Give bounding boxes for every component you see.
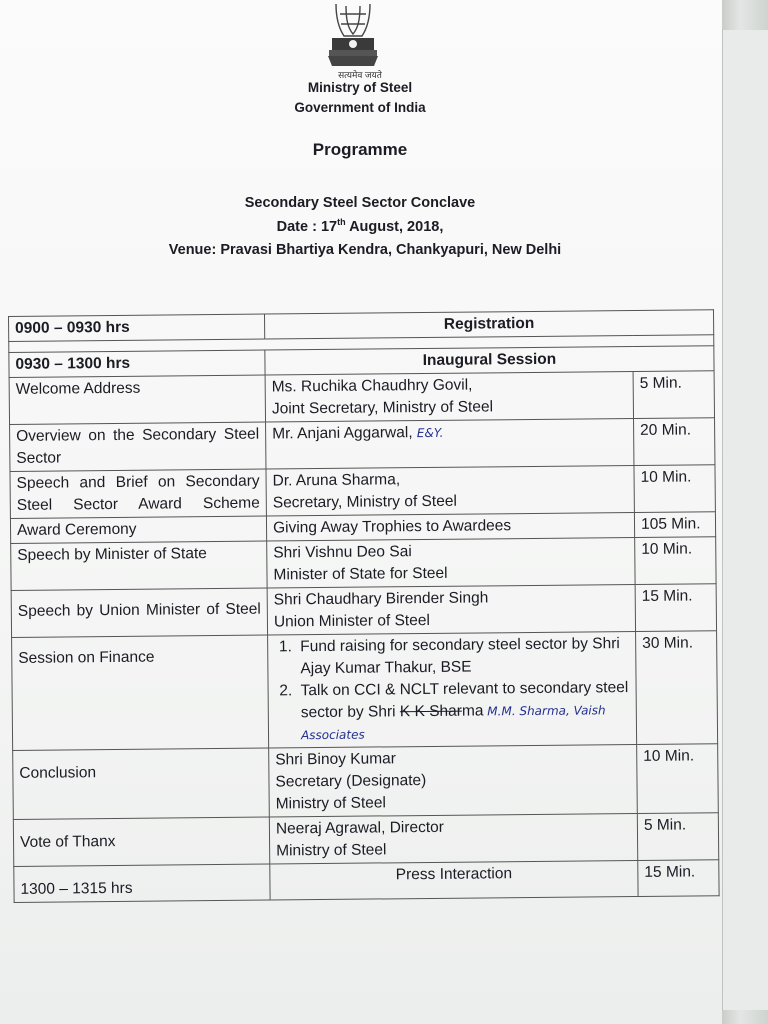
speaker: Shri Binoy Kumar Secretary (Designate) Ministry of Steel (269, 744, 638, 817)
agenda-item: Welcome Address (9, 375, 265, 424)
agenda-item: Speech and Brief on Secondary Steel Sector Award Scheme (10, 469, 266, 518)
press-time: 1300 – 1315 hrs (14, 864, 270, 902)
table-row (10, 465, 715, 519)
finance-point-1: 1. Fund raising for secondary steel sector by Shri Ajay Kumar Thakur, BSE (296, 633, 629, 680)
ministry-name: Ministry of Steel (307, 80, 413, 95)
duration: 15 Min. (635, 584, 716, 632)
table-row (11, 584, 716, 638)
speaker: Ms. Ruchika Chaudhry Govil, Joint Secretary, Ministry of Steel (265, 372, 633, 423)
table-row (13, 813, 718, 867)
press-row (14, 860, 719, 903)
agenda-item: Speech by Union Minister of Steel (11, 588, 267, 637)
event-venue: Venue: Pravasi Bhartiya Kendra, Chankyapuri, New Delhi (168, 242, 562, 258)
duration: 105 Min. (634, 512, 715, 538)
duration: 20 Min. (634, 418, 715, 466)
speaker: Mr. Anjani Aggarwal, E&Y. (266, 419, 634, 470)
agenda-item: Vote of Thanx (13, 817, 269, 866)
inaugural-label: Inaugural Session (265, 346, 714, 375)
page-title: Programme (312, 140, 408, 159)
speaker: Dr. Aruna Sharma, Secretary, Ministry of Steel (266, 465, 634, 516)
speaker: Neeraj Agrawal, Director Ministry of Steel (269, 813, 637, 864)
event-date: Date : 17th August, 2018, (276, 217, 444, 235)
agenda-item: Overview on the Secondary Steel Sector (10, 422, 266, 471)
national-emblem-icon (322, 0, 384, 70)
emblem-motto: सत्यमेव जयते (338, 70, 382, 80)
table-row (9, 371, 714, 425)
speaker: Shri Vishnu Deo Sai Minister of State for Steel (267, 537, 635, 588)
duration: 30 Min. (636, 631, 718, 745)
table-row (13, 744, 719, 820)
registration-time: 0900 – 0930 hrs (9, 314, 265, 341)
duration: 5 Min. (633, 371, 714, 419)
speaker: Giving Away Trophies to Awardees (266, 512, 634, 541)
table-row (11, 537, 716, 591)
duration: 5 Min. (637, 813, 718, 861)
event-name: Secondary Steel Sector Conclave (244, 195, 476, 211)
speaker (268, 631, 637, 748)
inaugural-time: 0930 – 1300 hrs (9, 350, 265, 377)
government-name: Government of India (294, 100, 426, 115)
handwritten-note: E&Y. (416, 425, 444, 441)
duration: 10 Min. (635, 537, 716, 585)
table-row (12, 631, 718, 751)
agenda-item: Session on Finance (12, 635, 269, 750)
agenda-item: Speech by Minister of State (11, 541, 267, 590)
duration: 10 Min. (634, 465, 715, 513)
duration: 10 Min. (637, 744, 719, 814)
speaker: Shri Chaudhary Birender Singh Union Minister of Steel (267, 584, 635, 635)
finance-point-2: 2. Talk on CCI & NCLT relevant to secondary steel sector by Shri K K Sharma M.M. Sharma, Vaish Associates (297, 677, 631, 746)
table-row (10, 418, 715, 472)
registration-label: Registration (264, 310, 713, 339)
duration: 15 Min. (638, 860, 719, 897)
programme-table (8, 309, 720, 903)
press-label: Press Interaction (270, 860, 638, 900)
next-sheet (722, 30, 768, 1010)
handwritten-note: M.M. Sharma, Vaish Associates (300, 703, 606, 743)
agenda-item: Award Ceremony (10, 516, 266, 543)
agenda-item: Conclusion (13, 748, 270, 819)
